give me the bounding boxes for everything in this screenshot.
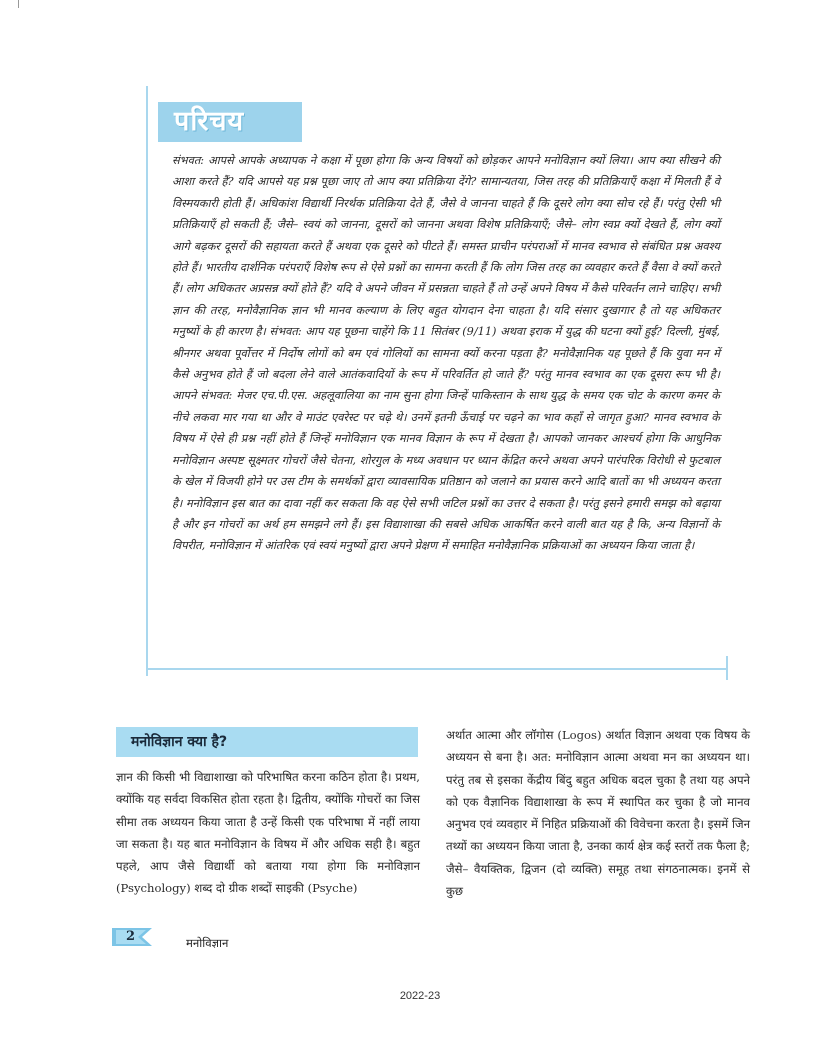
section-heading: मनोविज्ञान क्या है? [131,734,228,750]
right-column-text: अर्थात आत्मा और लॉगोस (Logos) अर्थात विज्ञान अथवा एक विषय के अध्ययन से बना है। अत: मनोविज्ञान आत्मा अथवा मन का अध्ययन था। परंतु तब से इसका केंद्रीय बिंदु बहुत अधिक बदल चुका है तथा यह अपने को एक वैज्ञानिक विद्याशाखा के रूप में स्थापित कर चुका है जो मानव अनुभव एवं व्यवहार में निहित प्रक्रियाओं की विवेचना करता है। इसमें जिन तथ्यों का अध्ययन किया जाता है, उनका कार्य क्षेत्र कई स्तरों तक फैला है; जैसे– वैयक्तिक, द्विजन (दो व्यक्ति) समूह तथा संगठनात्मक। इनमें से कुछ [446,728,750,899]
intro-paragraph: संभवत: आपसे आपके अध्यापक ने कक्षा में पूछा होगा कि अन्य विषयों को छोड़कर आपने मनोविज्ञान क्यों लिया। आप क्या सीखने की आशा करते हैं? यदि आपसे यह प्रश्न पूछा जाए तो आप क्या प्रतिक्रिया देंगे? सामान्यतया, जिस तरह की प्रतिक्रियाएँ कक्षा में मिलती हैं वे विस्मयकारी होती हैं। अधिकांश विद्यार्थी निरर्थक प्रतिक्रिया देते हैं, जैसे वे जानना चाहते हैं कि दूसरे लोग क्या सोच रहे हैं। परंतु ऐसी भी प्रतिक्रियाएँ हो सकती हैं; जैसे– स्वयं को जानना, दूसरों को जानना अथवा विशेष प्रतिक्रियाएँ; जैसे– लोग स्वप्न क्यों देखते हैं, लोग क्यों आगे बढ़कर दूसरों की सहायता करते हैं अथवा एक दूसरे को पीटते हैं। समस्त प्राचीन परंपराओं में मानव स्वभाव से संबंधित प्रश्न अवश्य होते हैं। भारतीय दार्शनिक परंपराएँ विशेष रूप से ऐसे प्रश्नों का सामना करती हैं कि लोग जिस तरह का व्यवहार करते हैं वैसा वे क्यों करते हैं। लोग अधिकतर अप्रसन्न क्यों होते हैं? यदि वे अपने जीवन में प्रसन्नता चाहते हैं तो उन्हें अपने विषय में कैसे परिवर्तन लाने चाहिए। सभी ज्ञान की तरह, मनोवैज्ञानिक ज्ञान भी मानव कल्याण के लिए बहुत योगदान देना चाहता है। यदि संसार दुखागार है तो यह अधिकतर मनुष्यों के ही कारण है। संभवत: आप यह पूछना चाहेंगे कि 11 सितंबर (9/11) अथवा इराक में युद्ध की घटना क्यों हुई? दिल्ली, मुंबई, श्रीनगर अथवा पूर्वोत्तर में निर्दोष लोगों को बम एवं गोलियों का सामना क्यों करना पड़ता है? मनोवैज्ञानिक यह पूछते हैं कि युवा मन में कैसे अनुभव होते हैं जो बदला लेने वाले आतंकवादियों के रूप में परिवर्तित हो जाते हैं? परंतु मानव स्वभाव का एक दूसरा रूप भी है। आपने संभवत: मेजर एच.पी.एस. अहलूवालिया का नाम सुना होगा जिन्हें पाकिस्तान के साथ युद्ध के समय एक चोट के कारण कमर के नीचे लकवा मार गया था और वे माउंट एवरेस्ट पर चढ़े थे। उनमें इतनी ऊँचाई पर चढ़ने का भाव कहाँ से जागृत हुआ? मानव स्वभाव के विषय में ऐसे ही प्रश्न नहीं होते हैं जिन्हें मनोविज्ञान एक मानव विज्ञान के रूप में देखता है। आपको जानकर आश्चर्य होगा कि आधुनिक मनोविज्ञान अस्पष्ट सूक्ष्मतर गोचरों जैसे चेतना, शोरगुल के मध्य अवधान पर ध्यान केंद्रित करने अथवा अपने पारंपरिक विरोधी से फुटबाल के खेल में विजयी होने पर उस टीम के समर्थकों द्वारा व्यावसायिक प्रतिष्ठान को जलाने का प्रयास करने आदि बातों का भी अध्ययन करता है। मनोविज्ञान इस बात का दावा नहीं कर सकता कि वह ऐसे सभी जटिल प्रश्नों का उत्तर दे सकता है। परंतु इसने हमारी समझ को बढ़ाया है और इन गोचरों का अर्थ हम समझने लगे हैं। इस विद्याशाखा की सबसे अधिक आकर्षित करने वाली बात यह है कि, अन्य विज्ञानों के विपरीत, मनोविज्ञान में आंतरिक एवं स्वयं मनुष्यों द्वारा अपने प्रेक्षण में समाहित मनोवैज्ञानिक प्रक्रियाओं का अध्ययन किया जाता है। [172,154,720,553]
intro-rule-end [726,656,728,680]
running-title: मनोविज्ञान [186,936,229,950]
left-column-text: ज्ञान की किसी भी विद्याशाखा को परिभाषित करना कठिन होता है। प्रथम, क्योंकि यह सर्वदा विकसित होता रहता है। द्वितीय, क्योंकि गोचरों का जिस सीमा तक अध्ययन किया जाता है उन्हें किसी एक परिभाषा में नहीं लाया जा सकता है। यह बात मनोविज्ञान के विषय में और अधिक सही है। बहुत पहले, आप जैसे विद्यार्थी को बताया गया होगा कि मनोविज्ञान (Psychology) शब्द दो ग्रीक शब्दों साइकी (Psyche) [116,770,420,896]
intro-title: परिचय [174,106,245,137]
page-number: 2 [126,929,136,944]
intro-bottom-rule [146,668,728,670]
year-stamp: 2022-23 [399,990,441,1002]
crop-mark [18,0,19,8]
